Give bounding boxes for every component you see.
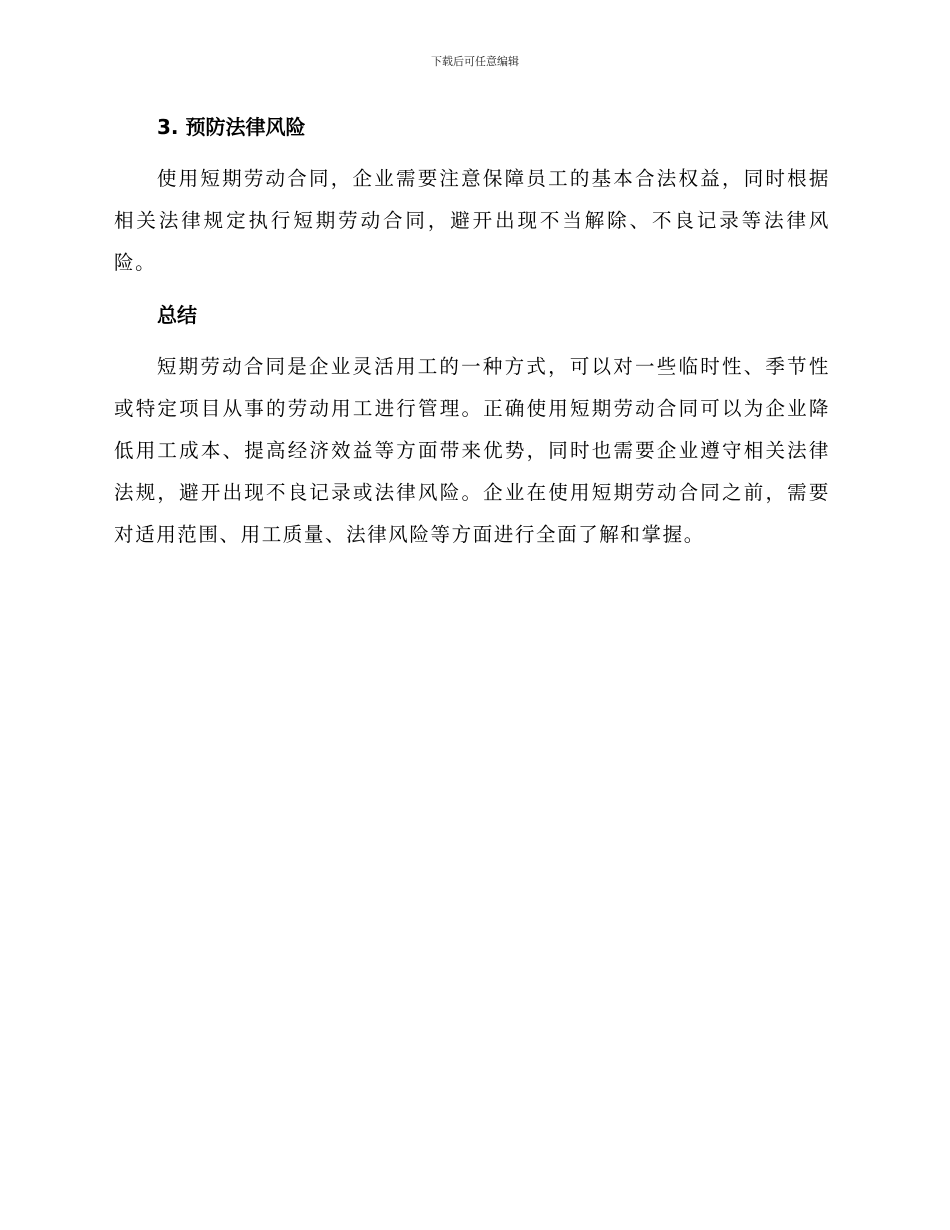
- section-heading-legal-risk: 3. 预防法律风险: [157, 115, 306, 139]
- section-heading-summary: 总结: [157, 303, 197, 327]
- paragraph-summary: 短期劳动合同是企业灵活用工的一种方式，可以对一些临时性、季节性或特定项目从事的劳动用工进行管理。正确使用短期劳动合同可以为企业降低用工成本、提高经济效益等方面带来优势，同时也需要企业遵守相关法律法规，避开出现不良记录或法律风险。企业在使用短期劳动合同之前，需要对适用范围、用工质量、法律风险等方面进行全面了解和掌握。: [114, 355, 830, 546]
- page-header: 下载后可任意编辑: [431, 55, 519, 68]
- paragraph-legal-risk: 使用短期劳动合同，企业需要注意保障员工的基本合法权益，同时根据相关法律规定执行短期劳动合同，避开出现不当解除、不良记录等法律风险。: [114, 167, 830, 274]
